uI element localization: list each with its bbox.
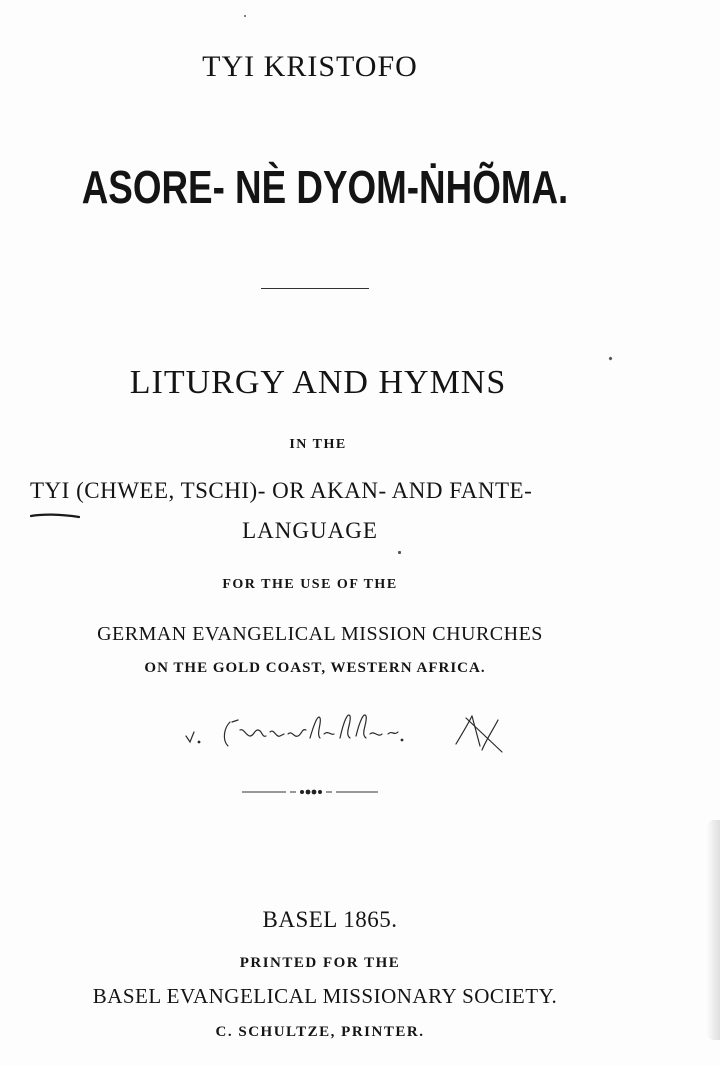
city-year: BASEL 1865. <box>262 907 398 932</box>
printer-line: C. SCHULTZE, PRINTER. <box>215 1024 425 1040</box>
gold-coast-line: ON THE GOLD COAST, WESTERN AFRICA. <box>144 660 486 676</box>
stray-mark <box>398 551 401 554</box>
stray-mark <box>244 15 246 17</box>
language-line <box>30 478 630 504</box>
language-line-rest: (CHWEE, TSCHI)- OR AKAN- AND FANTE- <box>69 478 533 503</box>
language-line-2: LANGUAGE <box>242 518 378 543</box>
subtitle: LITURGY AND HYMNS <box>129 364 507 401</box>
handwritten-signature <box>180 700 520 760</box>
stray-mark <box>608 356 612 360</box>
use-of-text: FOR THE USE OF THE <box>222 577 398 592</box>
printed-for-text: PRINTED FOR THE <box>239 955 401 971</box>
main-title: ASORE- NÈ DYOM-ṄHÕMA. <box>81 161 569 213</box>
page-edge-shadow <box>706 820 720 1040</box>
ornamental-divider <box>240 787 380 797</box>
in-the-text: IN THE <box>289 437 347 452</box>
author-heading: TYI KRISTOFO <box>202 50 418 83</box>
language-tyi-word: TYI <box>30 478 70 503</box>
title-divider-rule <box>261 288 369 289</box>
churches-line: GERMAN EVANGELICAL MISSION CHURCHES <box>97 623 543 645</box>
society-line: BASEL EVANGELICAL MISSIONARY SOCIETY. <box>92 984 558 1008</box>
